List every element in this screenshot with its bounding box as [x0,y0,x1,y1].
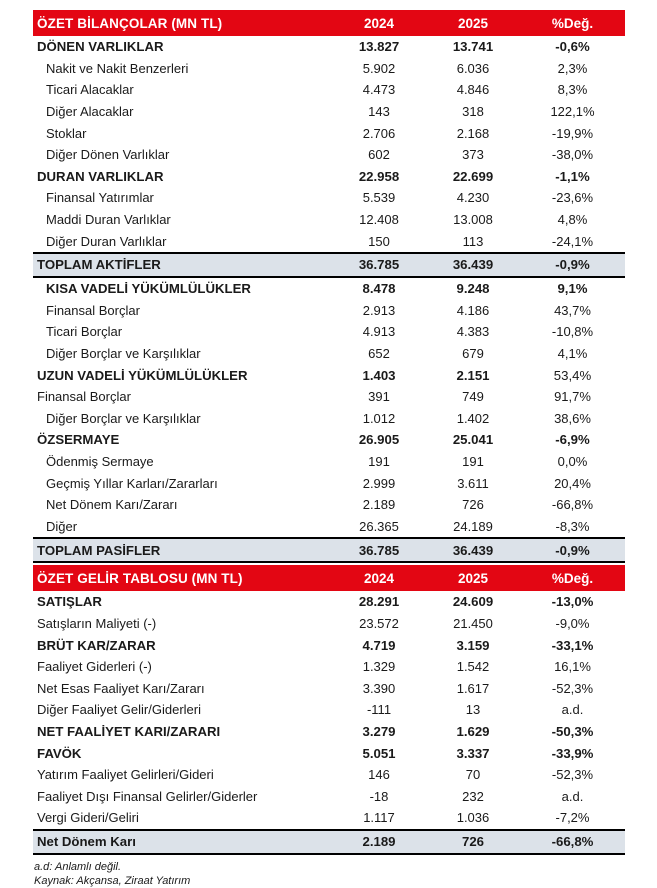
table-row [33,634,625,656]
row-label: KISA VADELİ YÜKÜMLÜLÜKLER [46,281,251,297]
table-title: ÖZET GELİR TABLOSU (MN TL) [37,570,243,586]
cell-chg: 91,7% [554,389,591,405]
row-label: Finansal Yatırımlar [46,190,154,206]
cell-2024: 602 [368,147,390,163]
table-row [33,721,625,743]
cell-2024: 22.958 [358,168,400,184]
cell-2024: 1.329 [362,659,396,675]
table-row [33,364,625,386]
cell-chg: -23,6% [551,190,594,206]
cell-2025: 2.168 [456,125,490,141]
cell-2025: 3.159 [456,637,490,653]
cell-chg: 122,1% [550,104,595,120]
cell-2025: 3.337 [456,745,490,761]
cell-chg: 53,4% [553,367,592,383]
row-label: Diğer Borçlar ve Karşılıklar [46,410,201,426]
table-row [33,187,625,209]
cell-2024: 1.117 [363,810,395,826]
cell-2024: 4.719 [362,637,396,653]
cell-2025: 232 [462,788,484,804]
table-row [33,101,625,123]
row-label: Vergi Gideri/Geliri [37,810,139,826]
cell-2025: 4.186 [456,302,490,318]
cell-2025: 1.617 [456,680,490,696]
cell-chg: -66,8% [551,497,594,513]
row-label: Stoklar [46,125,87,141]
row-label: SATIŞLAR [37,594,102,610]
cell-2024: -18 [369,788,389,804]
row-label: Net Dönem Karı/Zararı [46,497,178,513]
table-row [33,699,625,721]
table-row [33,209,625,231]
balance-sheet-table [33,10,625,563]
row-label: ÖZSERMAYE [37,432,120,448]
table-row [33,343,625,365]
cell-2025: 749 [462,389,484,405]
cell-2024: 23.572 [359,615,399,631]
row-label: Diğer Alacaklar [46,104,134,120]
cell-chg: -0,9% [555,542,590,558]
row-label: TOPLAM AKTİFLER [37,257,161,273]
cell-2024: 652 [368,346,390,362]
cell-2025: 1.036 [456,810,490,826]
cell-chg: -0,9% [555,257,590,273]
cell-2024: 2.706 [362,125,396,141]
table-row [33,764,625,786]
table-row [33,79,625,101]
row-label: Yatırım Faaliyet Gelirleri/Gideri [37,767,214,783]
table-row [33,591,625,613]
row-label: Faaliyet Dışı Finansal Gelirler/Giderler [37,788,258,804]
cell-chg: 43,7% [554,302,591,318]
cell-2025: 13.008 [453,212,493,228]
row-label: Satışların Maliyeti (-) [37,615,157,631]
footnotes [33,860,625,888]
cell-chg: -38,0% [551,147,594,163]
cell-chg: 9,1% [557,281,588,297]
cell-2024: 1.012 [362,410,396,426]
cell-2025: 1.542 [456,659,490,675]
table-row [33,472,625,494]
cell-2025: 191 [462,453,484,469]
cell-2025: 21.450 [453,615,493,631]
cell-2024: 2.189 [362,497,396,513]
row-label: DURAN VARLIKLAR [37,168,164,184]
cell-2025: 6.036 [456,60,490,76]
table-row [33,278,625,300]
row-label: DÖNEN VARLIKLAR [37,39,164,55]
row-label: Ödenmiş Sermaye [46,453,154,469]
cell-2025: 24.609 [452,594,494,610]
column-header-pct-change: %Değ. [551,15,594,31]
row-label: Ticari Alacaklar [46,82,134,98]
row-label: Geçmiş Yıllar Karları/Zararları [46,475,218,491]
cell-2025: 373 [462,147,484,163]
cell-2024: 5.902 [362,60,396,76]
cell-2024: 13.827 [358,39,400,55]
table-row [33,408,625,430]
income-statement-header [33,565,625,591]
row-label: FAVÖK [37,745,82,761]
cell-2025: 4.383 [456,324,490,340]
cell-2025: 13.741 [452,39,494,55]
cell-2025: 9.248 [456,281,490,297]
cell-2025: 318 [462,104,484,120]
cell-chg: a.d. [561,702,584,718]
cell-chg: -7,2% [555,810,590,826]
cell-2024: 143 [368,104,390,120]
cell-2024: 146 [368,767,390,783]
column-header-pct-change: %Değ. [551,570,594,586]
cell-chg: -8,3% [555,518,590,534]
footnote-source: Kaynak: Akçansa, Ziraat Yatırım [34,874,191,887]
cell-2025: 36.439 [452,257,494,273]
table-row [33,252,625,278]
balance-sheet-rows [33,36,625,563]
cell-chg: -52,3% [551,767,594,783]
cell-2025: 4.846 [456,82,490,98]
cell-2024: 4.473 [362,82,396,98]
cell-chg: 16,1% [554,659,591,675]
row-label: TOPLAM PASİFLER [37,542,161,558]
cell-2024: 2.189 [362,834,396,850]
cell-2025: 24.189 [453,518,493,534]
cell-chg: a.d. [561,788,584,804]
cell-2024: 4.913 [362,324,396,340]
cell-2024: -111 [366,702,392,718]
table-row [33,515,625,537]
column-header-2025: 2025 [457,570,489,586]
cell-chg: -33,9% [551,745,594,761]
cell-chg: -24,1% [551,233,594,249]
cell-2024: 28.291 [358,594,400,610]
cell-2024: 36.785 [358,542,400,558]
cell-2024: 8.478 [362,281,396,297]
table-row [33,386,625,408]
cell-2025: 679 [462,346,484,362]
report-page [33,10,625,888]
cell-chg: -50,3% [551,723,594,739]
table-row [33,144,625,166]
cell-chg: 4,1% [557,346,588,362]
cell-2024: 2.999 [362,475,396,491]
row-label: Diğer [46,518,78,534]
cell-2025: 36.439 [452,542,494,558]
row-label: Nakit ve Nakit Benzerleri [46,60,189,76]
table-row [33,451,625,473]
table-row [33,785,625,807]
row-label: Diğer Dönen Varlıklar [46,147,170,163]
income-statement-table [33,565,625,855]
table-row [33,36,625,58]
cell-2025: 2.151 [456,367,490,383]
cell-chg: 2,3% [557,60,588,76]
cell-chg: -13,0% [551,594,594,610]
table-row [33,122,625,144]
cell-2025: 726 [462,497,484,513]
cell-2025: 22.699 [452,168,494,184]
cell-2025: 70 [465,767,481,783]
cell-2024: 3.279 [362,723,396,739]
cell-chg: -10,8% [551,324,594,340]
cell-chg: 20,4% [554,475,591,491]
income-statement-rows [33,591,625,855]
cell-chg: 8,3% [557,82,588,98]
table-row [33,58,625,80]
table-row [33,742,625,764]
table-title: ÖZET BİLANÇOLAR (MN TL) [37,15,223,31]
cell-chg: -52,3% [551,680,594,696]
balance-sheet-header [33,10,625,36]
cell-2024: 1.403 [362,367,396,383]
row-label: UZUN VADELİ YÜKÜMLÜLÜKLER [37,367,248,383]
column-header-2024: 2024 [363,15,395,31]
cell-2024: 3.390 [362,680,396,696]
cell-2024: 150 [368,233,390,249]
cell-2024: 391 [368,389,390,405]
cell-chg: 4,8% [557,212,588,228]
cell-2024: 5.051 [362,745,396,761]
table-row [33,300,625,322]
row-label: NET FAALİYET KARI/ZARARI [37,723,221,739]
row-label: Net Dönem Karı [37,834,136,850]
cell-2024: 26.365 [359,518,399,534]
cell-2025: 4.230 [456,190,490,206]
table-row [33,166,625,188]
table-row [33,537,625,563]
row-label: Finansal Borçlar [46,302,140,318]
row-label: Diğer Duran Varlıklar [46,233,167,249]
cell-chg: -6,9% [555,432,590,448]
column-header-2024: 2024 [363,570,395,586]
cell-chg: 0,0% [557,453,588,469]
table-row [33,613,625,635]
table-row [33,677,625,699]
cell-chg: -66,8% [551,834,594,850]
row-label: BRÜT KAR/ZARAR [37,637,156,653]
cell-2024: 5.539 [362,190,396,206]
cell-chg: -19,9% [551,125,594,141]
cell-2024: 12.408 [359,212,399,228]
row-label: Finansal Borçlar [37,389,131,405]
table-row [33,829,625,855]
column-header-2025: 2025 [457,15,489,31]
cell-2025: 13 [465,702,481,718]
cell-2025: 1.629 [456,723,490,739]
cell-2024: 26.905 [358,432,400,448]
table-row [33,429,625,451]
cell-2025: 726 [461,834,484,850]
cell-2024: 36.785 [358,257,400,273]
table-row [33,656,625,678]
row-label: Diğer Faaliyet Gelir/Giderleri [37,702,201,718]
cell-chg: 38,6% [554,410,591,426]
row-label: Net Esas Faaliyet Karı/Zararı [37,680,205,696]
cell-2025: 113 [462,233,484,249]
cell-chg: -0,6% [555,39,590,55]
table-row [33,230,625,252]
row-label: Maddi Duran Varlıklar [46,212,171,228]
cell-chg: -1,1% [555,168,590,184]
cell-2025: 25.041 [452,432,494,448]
cell-2024: 2.913 [362,302,396,318]
cell-chg: -33,1% [551,637,594,653]
footnote-abbreviation: a.d: Anlamlı değil. [34,860,122,873]
table-row [33,807,625,829]
cell-2024: 191 [368,453,390,469]
cell-2025: 3.611 [457,475,489,491]
cell-2025: 1.402 [456,410,490,426]
row-label: Faaliyet Giderleri (-) [37,659,152,675]
row-label: Diğer Borçlar ve Karşılıklar [46,346,201,362]
row-label: Ticari Borçlar [46,324,123,340]
table-row [33,321,625,343]
table-row [33,494,625,516]
cell-chg: -9,0% [555,615,590,631]
